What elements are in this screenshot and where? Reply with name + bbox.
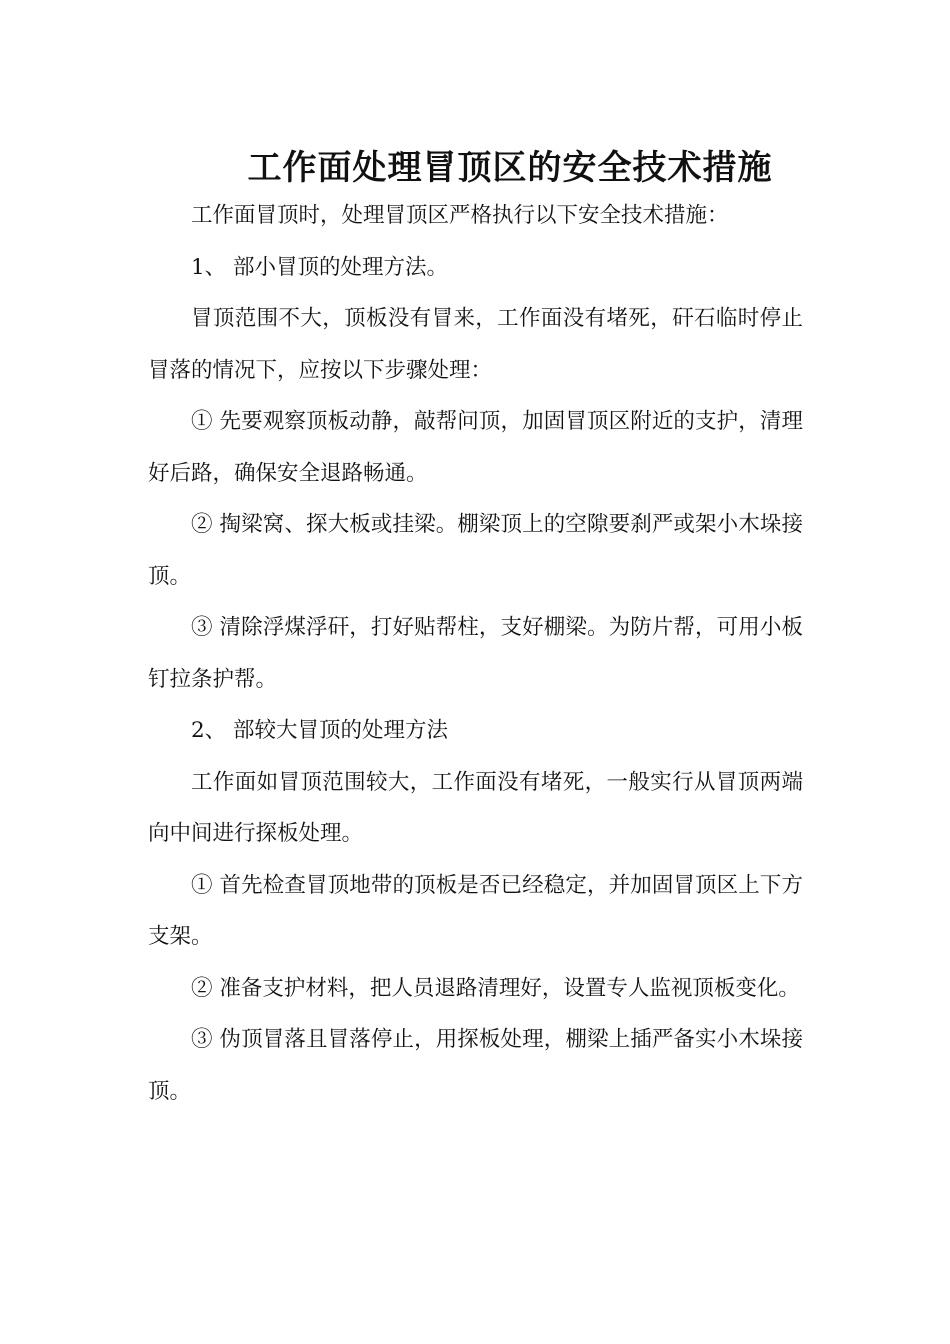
list-item: ② 掏梁窝、探大板或挂梁。棚梁顶上的空隙要刹严或架小木垛接顶。 [148, 512, 803, 589]
list-item: ① 先要观察顶板动静，敲帮问顶，加固冒顶区附近的支护，清理好后路，确保安全退路畅通。 [148, 409, 803, 486]
body-paragraph: 工作面如冒顶范围较大，工作面没有堵死，一般实行从冒顶两端向中间进行探板处理。 [148, 769, 803, 846]
body-paragraph: 冒顶范围不大，顶板没有冒来，工作面没有堵死，矸石临时停止冒落的情况下，应按以下步骤处理： [148, 306, 803, 383]
document-title: 工作面处理冒顶区的安全技术措施 [247, 147, 773, 188]
document-body [148, 190, 803, 1117]
section-heading-2: 2、 部较大冒顶的处理方法 [191, 718, 449, 743]
list-item: ② 准备支护材料，把人员退路清理好，设置专人监视顶板变化。 [191, 975, 800, 1001]
section-heading-1: 1、 部小冒顶的处理方法。 [191, 254, 449, 280]
list-item: ③ 清除浮煤浮矸，打好贴帮柱，支好棚梁。为防片帮，可用小板钉拉条护帮。 [148, 615, 803, 692]
list-item: ① 首先检查冒顶地带的顶板是否已经稳定，并加固冒顶区上下方支架。 [148, 872, 803, 949]
intro-paragraph: 工作面冒顶时，处理冒顶区严格执行以下安全技术措施： [191, 203, 729, 228]
list-item: ③ 伪顶冒落且冒落停止，用探板处理，棚梁上插严备实小木垛接顶。 [148, 1027, 803, 1104]
